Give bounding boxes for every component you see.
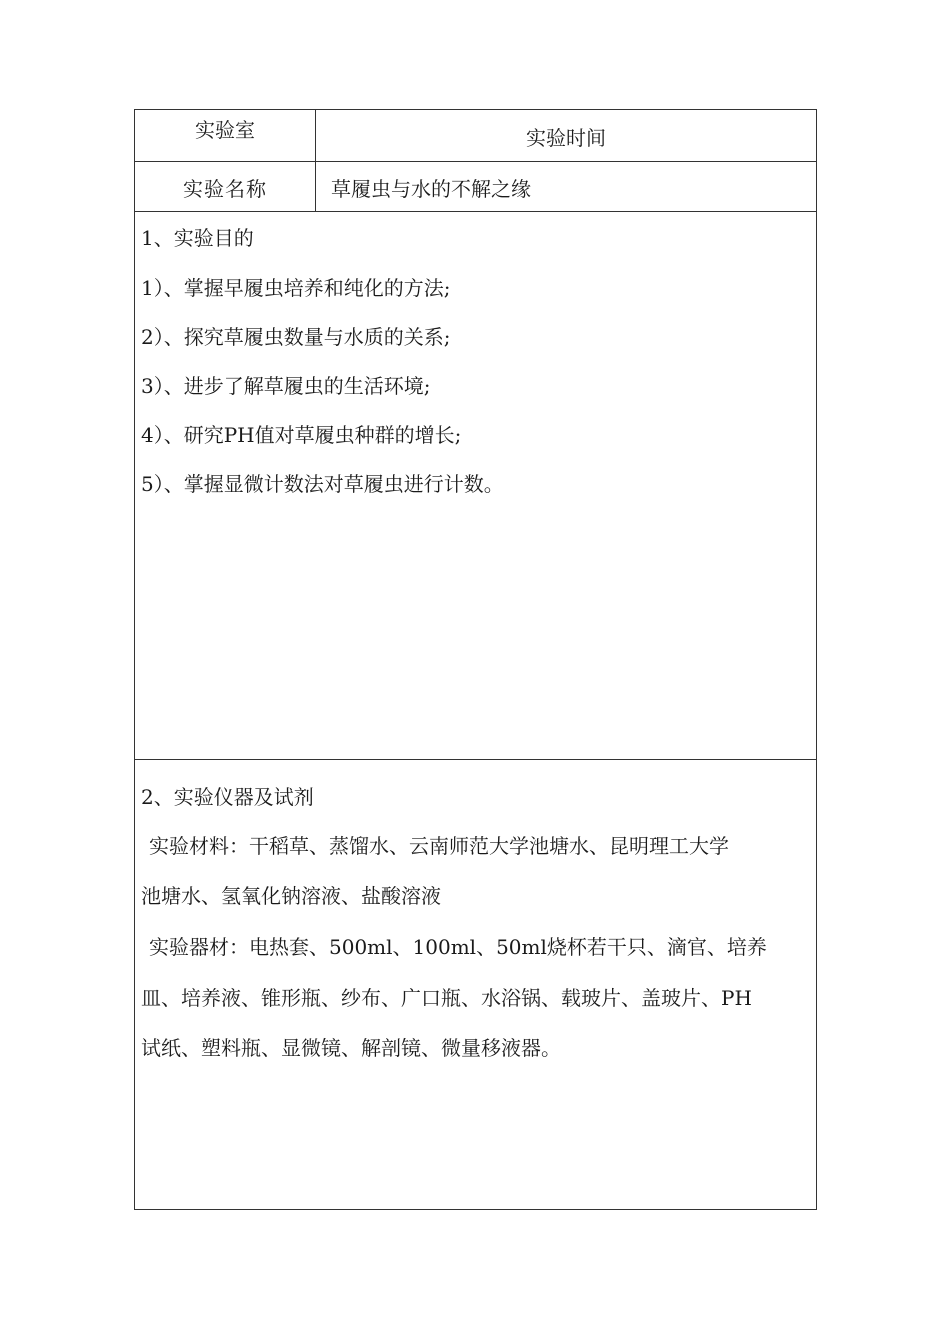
experiment-name-label: 实验名称 bbox=[183, 177, 267, 201]
equipment-section bbox=[135, 760, 816, 1209]
experiment-name-row bbox=[135, 162, 816, 212]
header-row bbox=[135, 110, 816, 162]
purpose-item: 5）、掌握显微计数法对草履虫进行计数。 bbox=[141, 472, 504, 496]
purpose-item: 4）、研究PH值对草履虫种群的增长; bbox=[141, 423, 462, 447]
equipment-line: 皿、培养液、锥形瓶、纱布、广口瓶、水浴锅、载玻片、盖玻片、PH bbox=[141, 986, 752, 1010]
equipment-heading: 2、实验仪器及试剂 bbox=[141, 785, 314, 809]
name-value-cell bbox=[316, 162, 816, 211]
time-cell bbox=[316, 110, 816, 161]
purpose-section bbox=[135, 212, 816, 760]
equipment-line: 池塘水、氢氧化钠溶液、盐酸溶液 bbox=[141, 884, 441, 908]
equipment-line: 实验器材：电热套、500ml、100ml、50ml烧杯若干只、滴官、培养 bbox=[149, 935, 767, 959]
lab-cell bbox=[135, 110, 316, 161]
name-label-cell bbox=[135, 162, 316, 211]
equipment-line: 实验材料：干稻草、蒸馏水、云南师范大学池塘水、昆明理工大学 bbox=[149, 834, 729, 858]
time-label: 实验时间 bbox=[526, 126, 606, 150]
purpose-item: 2）、探究草履虫数量与水质的关系; bbox=[141, 325, 451, 349]
equipment-line: 试纸、塑料瓶、显微镜、解剖镜、微量移液器。 bbox=[141, 1036, 561, 1060]
purpose-heading: 1、实验目的 bbox=[141, 226, 254, 250]
purpose-item: 3）、进步了解草履虫的生活环境; bbox=[141, 374, 431, 398]
lab-label: 实验室 bbox=[195, 118, 255, 142]
purpose-item: 1）、掌握早履虫培养和纯化的方法; bbox=[141, 276, 451, 300]
experiment-name-value: 草履虫与水的不解之缘 bbox=[331, 177, 531, 201]
experiment-form-table bbox=[134, 109, 817, 1210]
